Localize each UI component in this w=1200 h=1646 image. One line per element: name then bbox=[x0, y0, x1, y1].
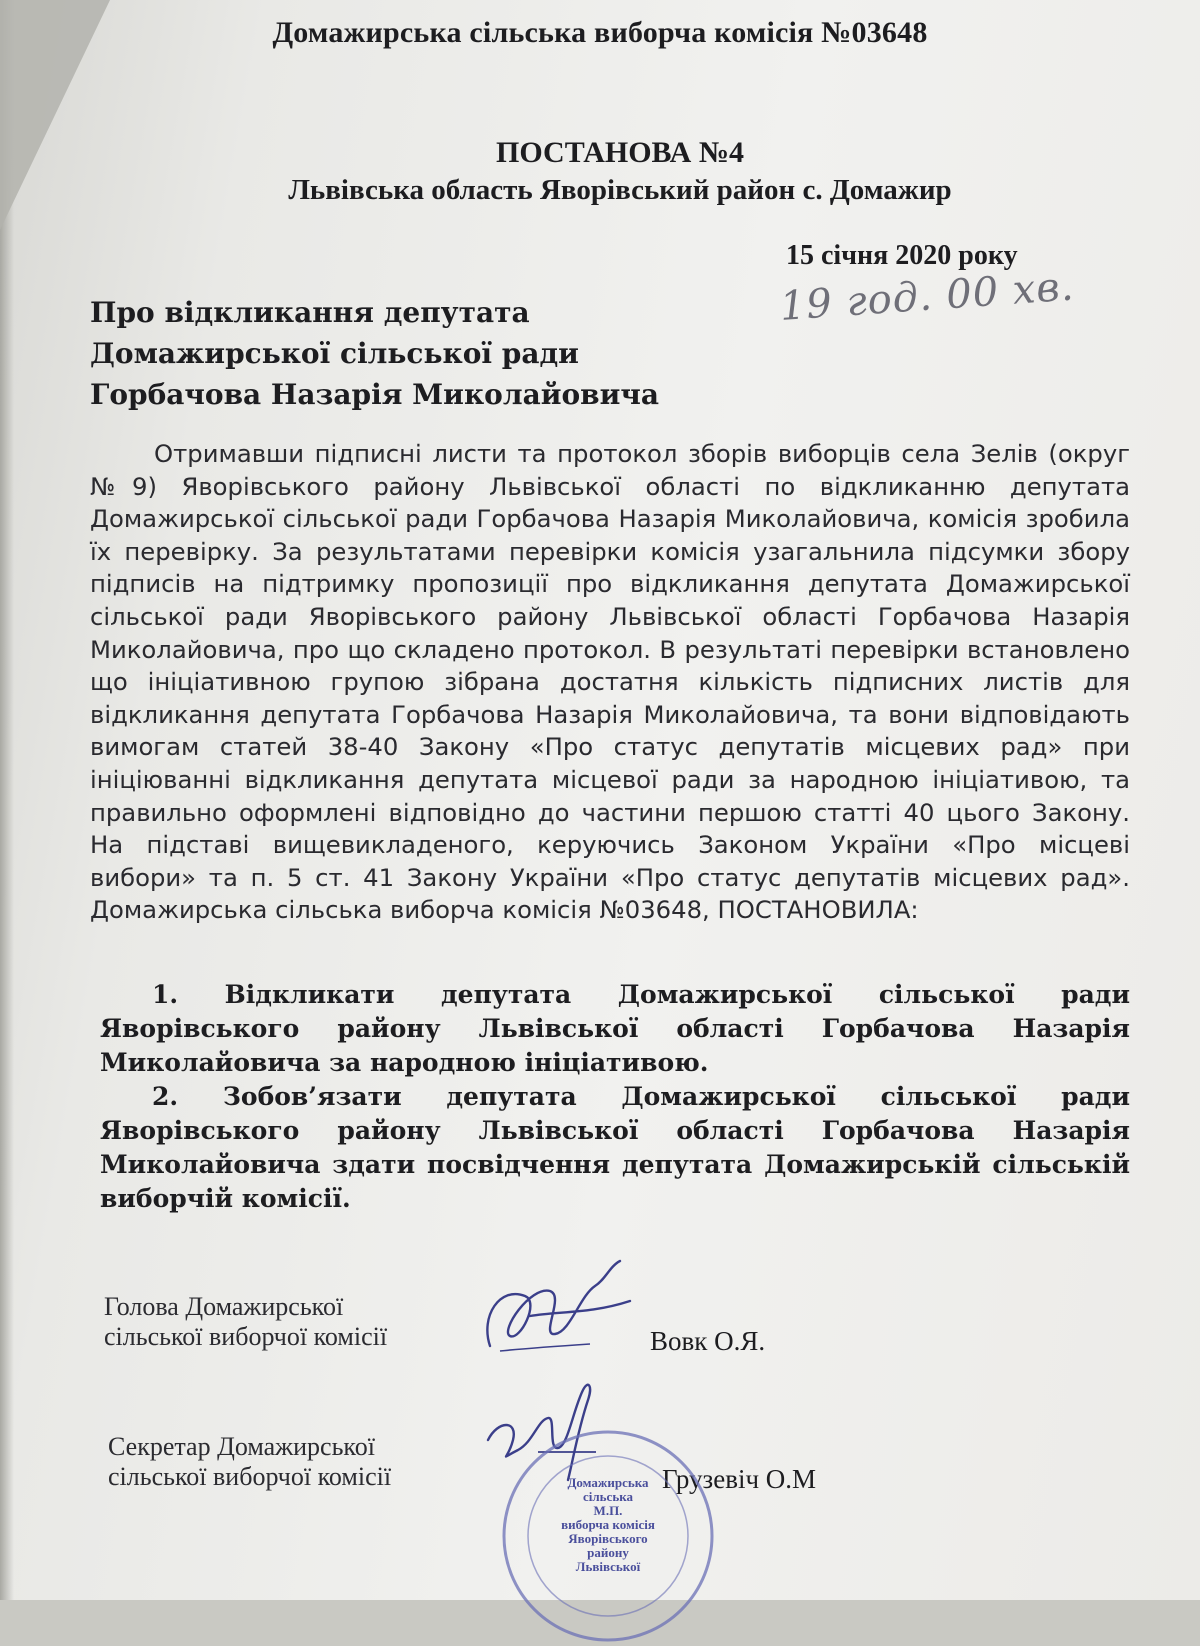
subject-line: Про відкликання депутата bbox=[90, 296, 530, 329]
document-subject bbox=[90, 292, 659, 415]
resolution-number: 1. bbox=[152, 980, 179, 1009]
stamp-center: М.П. bbox=[593, 1503, 623, 1518]
commission-header: Домажирська сільська виборча комісія №03648 bbox=[272, 16, 928, 49]
secretary-title-line: Секретар Домажирської bbox=[108, 1432, 375, 1461]
official-stamp bbox=[498, 1426, 718, 1646]
subject-line: Домажирської сільської ради bbox=[90, 337, 579, 370]
stamp-line: Домажирська bbox=[567, 1475, 649, 1490]
stamp-line: сільська bbox=[583, 1489, 633, 1504]
handwritten-time: 19 год. 00 хв. bbox=[778, 263, 1076, 330]
stamp-line: Львівської bbox=[575, 1559, 641, 1574]
stamp-line: Яворівського bbox=[568, 1531, 648, 1546]
stamp-line: виборча комісія bbox=[561, 1517, 655, 1532]
chair-signature-label bbox=[104, 1292, 387, 1352]
document-title: ПОСТАНОВА №4 bbox=[496, 136, 744, 169]
secretary-title-line: сільської виборчої комісії bbox=[108, 1462, 392, 1491]
chair-signature bbox=[470, 1256, 650, 1376]
resolution-item bbox=[100, 1080, 1130, 1216]
document-date: 15 січня 2020 року bbox=[786, 240, 1018, 271]
resolution-item bbox=[100, 978, 1130, 1080]
page-edge-shadow bbox=[0, 0, 14, 1600]
subject-line: Горбачова Назарія Миколайовича bbox=[90, 378, 660, 411]
chair-name: Вовк О.Я. bbox=[650, 1326, 766, 1356]
resolution-text: Зобов’язати депутата Домажирської сільської ради Яворівського району Львівської області Горбачова Назарія Миколайовича здати посвідчення депутата Домажирській сільській виборчій комісії. bbox=[100, 1082, 1130, 1213]
stamp-line: району bbox=[587, 1545, 629, 1560]
resolution-number: 2. bbox=[152, 1082, 179, 1111]
resolutions-list bbox=[100, 978, 1130, 1216]
secretary-signature-label bbox=[108, 1432, 391, 1492]
body-paragraph: Отримавши підписні листи та протокол зборів виборців села Зелів (округ №9) Яворівського району Львівської області по відкликанню депутата Домажирської сільської ради Горбачова Назарія Миколайовича, комісія зробила їх перевірку. За результатами перевірки комісія узагальнила підсумки збору підписів на підтримку пропозиції про відкликання депутата Домажирської сільської ради Яворівського району Львівської області Горбачова Назарія Миколайовича, про що складено протокол. В результаті перевірки встановлено що ініціативною групою зібрана достатня кількість підписних листів для відкликання депутата Горбачова Назарія Миколайовича, та вони відповідають вимогам статей 38-40 Закону «Про статус депутатів місцевих рад» при ініціюванні відкликання депутата місцевої ради за народною ініціативою, та правильно оформлені відповідно до частини першою статті 40 цього Закону. На підставі вищевикладеного, керуючись Законом України «Про місцеві вибори» та п. 5 ст. 41 Закону України «Про статус депутатів місцевих рад». Домажирська сільська виборча комісія №03648, ПОСТАНОВИЛА: bbox=[90, 439, 1130, 925]
chair-title-line: Голова Домажирської bbox=[104, 1292, 344, 1321]
chair-title-line: сільської виборчої комісії bbox=[104, 1322, 388, 1351]
secretary-name: Грузевіч О.М bbox=[662, 1464, 817, 1494]
stamp-text bbox=[498, 1476, 718, 1574]
document-location: Львівська область Яворівський район с. Домажир bbox=[288, 174, 952, 206]
resolution-text: Відкликати депутата Домажирської сільської ради Яворівського району Львівської області Горбачова Назарія Миколайовича за народною ініціативою. bbox=[100, 980, 1130, 1077]
